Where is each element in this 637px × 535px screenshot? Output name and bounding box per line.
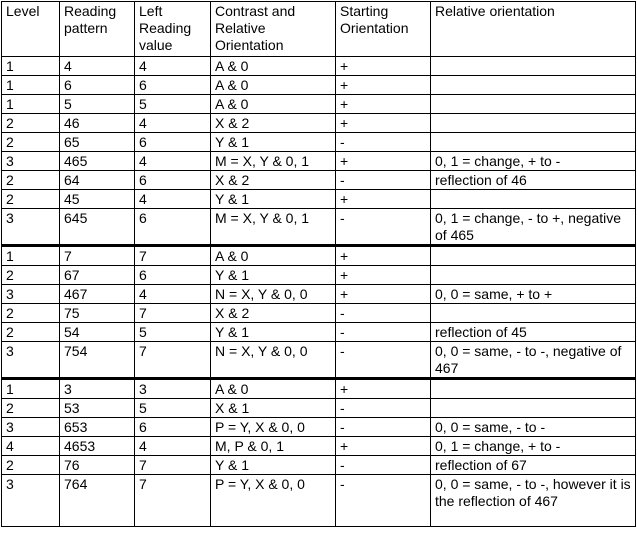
contrast-orientation-cell: A & 0 <box>211 95 336 114</box>
table-body <box>2 57 636 527</box>
left-reading-value-cell: 3 <box>135 379 211 399</box>
reading-pattern-cell: 4653 <box>60 437 135 456</box>
table-row <box>2 285 636 304</box>
level-cell: 2 <box>2 190 60 209</box>
reading-pattern-cell: 465 <box>60 152 135 171</box>
left-reading-value-cell: 6 <box>135 76 211 95</box>
table-row <box>2 323 636 342</box>
contrast-orientation-cell: X & 2 <box>211 304 336 323</box>
left-reading-value-cell: 4 <box>135 57 211 76</box>
left-reading-value-cell: 5 <box>135 399 211 418</box>
reading-pattern-cell: 67 <box>60 266 135 285</box>
relative-orientation-cell: 0, 0 = same, + to + <box>431 285 636 304</box>
table-row <box>2 57 636 76</box>
reading-pattern-cell: 5 <box>60 95 135 114</box>
table-row <box>2 418 636 437</box>
contrast-orientation-cell: P = Y, X & 0, 0 <box>211 418 336 437</box>
relative-orientation-cell <box>431 133 636 152</box>
table-row <box>2 475 636 527</box>
left-reading-value-cell: 7 <box>135 246 211 266</box>
header-reading-pattern: Reading pattern <box>60 2 135 57</box>
left-reading-value-cell: 7 <box>135 342 211 379</box>
header-row <box>2 2 636 57</box>
left-reading-value-cell: 4 <box>135 437 211 456</box>
reading-pattern-cell: 65 <box>60 133 135 152</box>
contrast-orientation-cell: Y & 1 <box>211 133 336 152</box>
level-cell: 3 <box>2 285 60 304</box>
starting-orientation-cell: + <box>336 437 431 456</box>
level-cell: 2 <box>2 399 60 418</box>
reading-pattern-cell: 764 <box>60 475 135 527</box>
starting-orientation-cell: - <box>336 304 431 323</box>
relative-orientation-cell <box>431 304 636 323</box>
starting-orientation-cell: + <box>336 114 431 133</box>
left-reading-value-cell: 4 <box>135 285 211 304</box>
relative-orientation-cell: reflection of 67 <box>431 456 636 475</box>
reading-pattern-cell: 6 <box>60 76 135 95</box>
relative-orientation-cell <box>431 266 636 285</box>
contrast-orientation-cell: A & 0 <box>211 379 336 399</box>
left-reading-value-cell: 6 <box>135 209 211 246</box>
starting-orientation-cell: - <box>336 133 431 152</box>
header-starting-orientation: Starting Orientation <box>336 2 431 57</box>
reading-pattern-cell: 45 <box>60 190 135 209</box>
relative-orientation-cell: 0, 1 = change, - to +, negative of 465 <box>431 209 636 246</box>
left-reading-value-cell: 7 <box>135 456 211 475</box>
level-cell: 3 <box>2 475 60 527</box>
table-row <box>2 342 636 379</box>
header-contrast-relative-orientation: Contrast and Relative Orientation <box>211 2 336 57</box>
table-row <box>2 266 636 285</box>
starting-orientation-cell: + <box>336 266 431 285</box>
table-row <box>2 209 636 246</box>
table-row <box>2 304 636 323</box>
table-row <box>2 399 636 418</box>
left-reading-value-cell: 4 <box>135 152 211 171</box>
relative-orientation-cell: reflection of 45 <box>431 323 636 342</box>
starting-orientation-cell: - <box>336 399 431 418</box>
contrast-orientation-cell: X & 1 <box>211 399 336 418</box>
starting-orientation-cell: + <box>336 379 431 399</box>
level-cell: 1 <box>2 379 60 399</box>
level-cell: 2 <box>2 171 60 190</box>
left-reading-value-cell: 4 <box>135 114 211 133</box>
reading-pattern-cell: 75 <box>60 304 135 323</box>
starting-orientation-cell: - <box>336 342 431 379</box>
table-row <box>2 76 636 95</box>
header-left-reading-value: Left Reading value <box>135 2 211 57</box>
left-reading-value-cell: 7 <box>135 304 211 323</box>
contrast-orientation-cell: N = X, Y & 0, 0 <box>211 342 336 379</box>
contrast-orientation-cell: M = X, Y & 0, 1 <box>211 152 336 171</box>
contrast-orientation-cell: P = Y, X & 0, 0 <box>211 475 336 527</box>
reading-pattern-cell: 645 <box>60 209 135 246</box>
table-row <box>2 114 636 133</box>
table-row <box>2 379 636 399</box>
relative-orientation-cell <box>431 246 636 266</box>
starting-orientation-cell: + <box>336 190 431 209</box>
reading-pattern-cell: 53 <box>60 399 135 418</box>
contrast-orientation-cell: A & 0 <box>211 246 336 266</box>
level-cell: 2 <box>2 456 60 475</box>
relative-orientation-cell: 0, 0 = same, - to -, however it is the reflection of 467 <box>431 475 636 527</box>
starting-orientation-cell: - <box>336 456 431 475</box>
relative-orientation-cell <box>431 190 636 209</box>
starting-orientation-cell: - <box>336 418 431 437</box>
level-cell: 3 <box>2 152 60 171</box>
level-cell: 1 <box>2 57 60 76</box>
starting-orientation-cell: - <box>336 171 431 190</box>
reading-pattern-cell: 76 <box>60 456 135 475</box>
contrast-orientation-cell: A & 0 <box>211 76 336 95</box>
relative-orientation-cell: 0, 0 = same, - to - <box>431 418 636 437</box>
level-cell: 2 <box>2 133 60 152</box>
level-cell: 4 <box>2 437 60 456</box>
table-row <box>2 190 636 209</box>
starting-orientation-cell: + <box>336 152 431 171</box>
table-row <box>2 171 636 190</box>
contrast-orientation-cell: Y & 1 <box>211 190 336 209</box>
level-cell: 1 <box>2 95 60 114</box>
relative-orientation-cell: 0, 1 = change, + to - <box>431 152 636 171</box>
contrast-orientation-cell: Y & 1 <box>211 266 336 285</box>
reading-pattern-cell: 4 <box>60 57 135 76</box>
left-reading-value-cell: 4 <box>135 190 211 209</box>
table-row <box>2 437 636 456</box>
table-row <box>2 133 636 152</box>
left-reading-value-cell: 6 <box>135 266 211 285</box>
reading-pattern-cell: 3 <box>60 379 135 399</box>
header-relative-orientation: Relative orientation <box>431 2 636 57</box>
relative-orientation-cell <box>431 379 636 399</box>
relative-orientation-cell <box>431 57 636 76</box>
starting-orientation-cell: + <box>336 76 431 95</box>
header-level: Level <box>2 2 60 57</box>
contrast-orientation-cell: N = X, Y & 0, 0 <box>211 285 336 304</box>
table-row <box>2 456 636 475</box>
starting-orientation-cell: + <box>336 95 431 114</box>
level-cell: 1 <box>2 246 60 266</box>
reading-pattern-cell: 7 <box>60 246 135 266</box>
starting-orientation-cell: - <box>336 323 431 342</box>
relative-orientation-cell: reflection of 46 <box>431 171 636 190</box>
reading-pattern-cell: 64 <box>60 171 135 190</box>
level-cell: 2 <box>2 266 60 285</box>
reading-pattern-cell: 54 <box>60 323 135 342</box>
level-cell: 3 <box>2 342 60 379</box>
relative-orientation-cell <box>431 399 636 418</box>
level-cell: 1 <box>2 76 60 95</box>
starting-orientation-cell: + <box>336 246 431 266</box>
left-reading-value-cell: 6 <box>135 133 211 152</box>
reading-pattern-cell: 754 <box>60 342 135 379</box>
starting-orientation-cell: + <box>336 285 431 304</box>
relative-orientation-cell: 0, 1 = change, + to - <box>431 437 636 456</box>
starting-orientation-cell: + <box>336 57 431 76</box>
contrast-orientation-cell: M = X, Y & 0, 1 <box>211 209 336 246</box>
level-cell: 3 <box>2 209 60 246</box>
reading-pattern-cell: 653 <box>60 418 135 437</box>
left-reading-value-cell: 5 <box>135 323 211 342</box>
left-reading-value-cell: 6 <box>135 418 211 437</box>
contrast-orientation-cell: Y & 1 <box>211 323 336 342</box>
reading-pattern-table <box>1 1 636 527</box>
relative-orientation-cell <box>431 114 636 133</box>
table-row <box>2 152 636 171</box>
level-cell: 2 <box>2 114 60 133</box>
reading-pattern-cell: 467 <box>60 285 135 304</box>
contrast-orientation-cell: M, P & 0, 1 <box>211 437 336 456</box>
relative-orientation-cell <box>431 95 636 114</box>
table-row <box>2 95 636 114</box>
contrast-orientation-cell: Y & 1 <box>211 456 336 475</box>
level-cell: 2 <box>2 304 60 323</box>
relative-orientation-cell <box>431 76 636 95</box>
left-reading-value-cell: 7 <box>135 475 211 527</box>
table-row <box>2 246 636 266</box>
starting-orientation-cell: - <box>336 475 431 527</box>
contrast-orientation-cell: X & 2 <box>211 114 336 133</box>
left-reading-value-cell: 6 <box>135 171 211 190</box>
starting-orientation-cell: - <box>336 209 431 246</box>
level-cell: 3 <box>2 418 60 437</box>
table-header <box>2 2 636 57</box>
contrast-orientation-cell: X & 2 <box>211 171 336 190</box>
reading-pattern-cell: 46 <box>60 114 135 133</box>
relative-orientation-cell: 0, 0 = same, - to -, negative of 467 <box>431 342 636 379</box>
contrast-orientation-cell: A & 0 <box>211 57 336 76</box>
level-cell: 2 <box>2 323 60 342</box>
left-reading-value-cell: 5 <box>135 95 211 114</box>
